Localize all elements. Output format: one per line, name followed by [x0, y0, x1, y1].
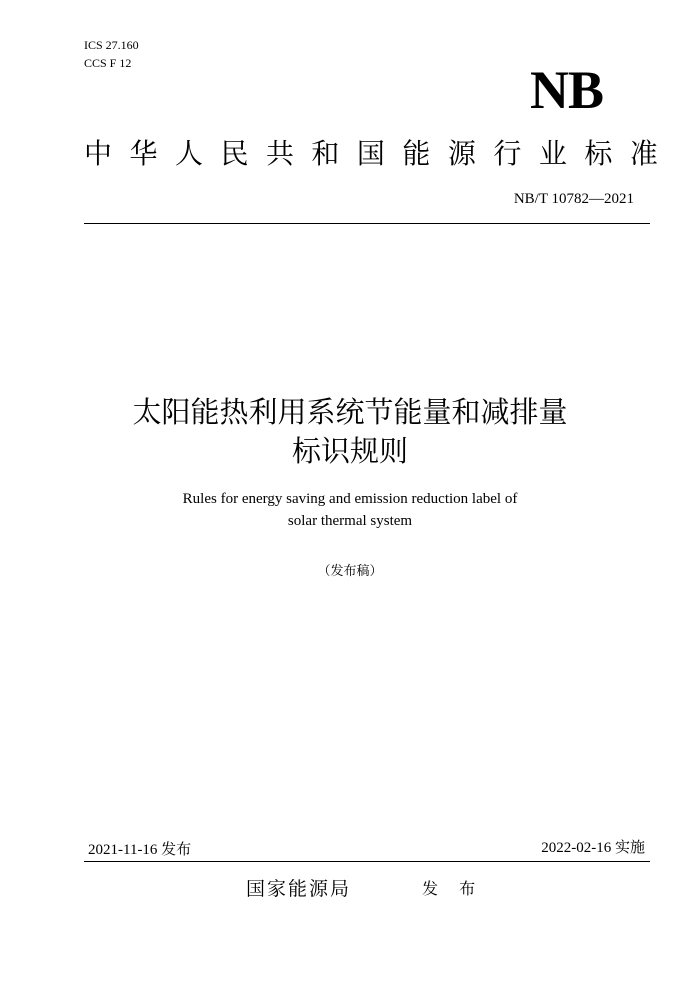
nb-logo: NB — [530, 60, 604, 120]
publish-date: 2021-11-16 发布 — [88, 842, 192, 858]
industry-char: 准 — [629, 137, 658, 170]
implement-date: 2022-02-16 实施 — [541, 840, 645, 856]
footer-divider — [84, 861, 650, 862]
industry-char: 共 — [265, 137, 294, 170]
draft-status: （发布稿） — [317, 564, 383, 579]
classification-codes — [84, 36, 139, 72]
industry-char: 华 — [129, 137, 158, 170]
ics-code: ICS 27.160 — [84, 38, 139, 52]
industry-char: 民 — [220, 137, 249, 170]
title-cn-line-2: 标识规则 — [291, 434, 408, 468]
title-en-line-2: solar thermal system — [287, 513, 413, 529]
industry-char: 和 — [311, 137, 340, 170]
industry-char: 标 — [584, 137, 613, 170]
document-title-cn — [0, 393, 700, 471]
industry-char: 源 — [447, 137, 476, 170]
issuing-authority: 国家能源局 — [246, 878, 352, 900]
industry-char: 能 — [402, 137, 431, 170]
title-en-line-1: Rules for energy saving and emission reduction label of — [182, 491, 518, 507]
industry-char: 人 — [174, 137, 203, 170]
issue-label: 发 布 — [422, 879, 484, 898]
ccs-code: CCS F 12 — [84, 56, 132, 70]
document-title-en — [0, 488, 700, 532]
industry-char: 国 — [356, 137, 385, 170]
industry-standard-title — [84, 134, 658, 174]
standard-number: NB/T 10782—2021 — [513, 191, 634, 207]
header-divider — [84, 223, 650, 224]
industry-char: 行 — [493, 137, 522, 170]
industry-char: 业 — [538, 137, 567, 170]
title-cn-line-1: 太阳能热利用系统节能量和减排量 — [132, 395, 568, 429]
industry-char: 中 — [84, 137, 113, 170]
